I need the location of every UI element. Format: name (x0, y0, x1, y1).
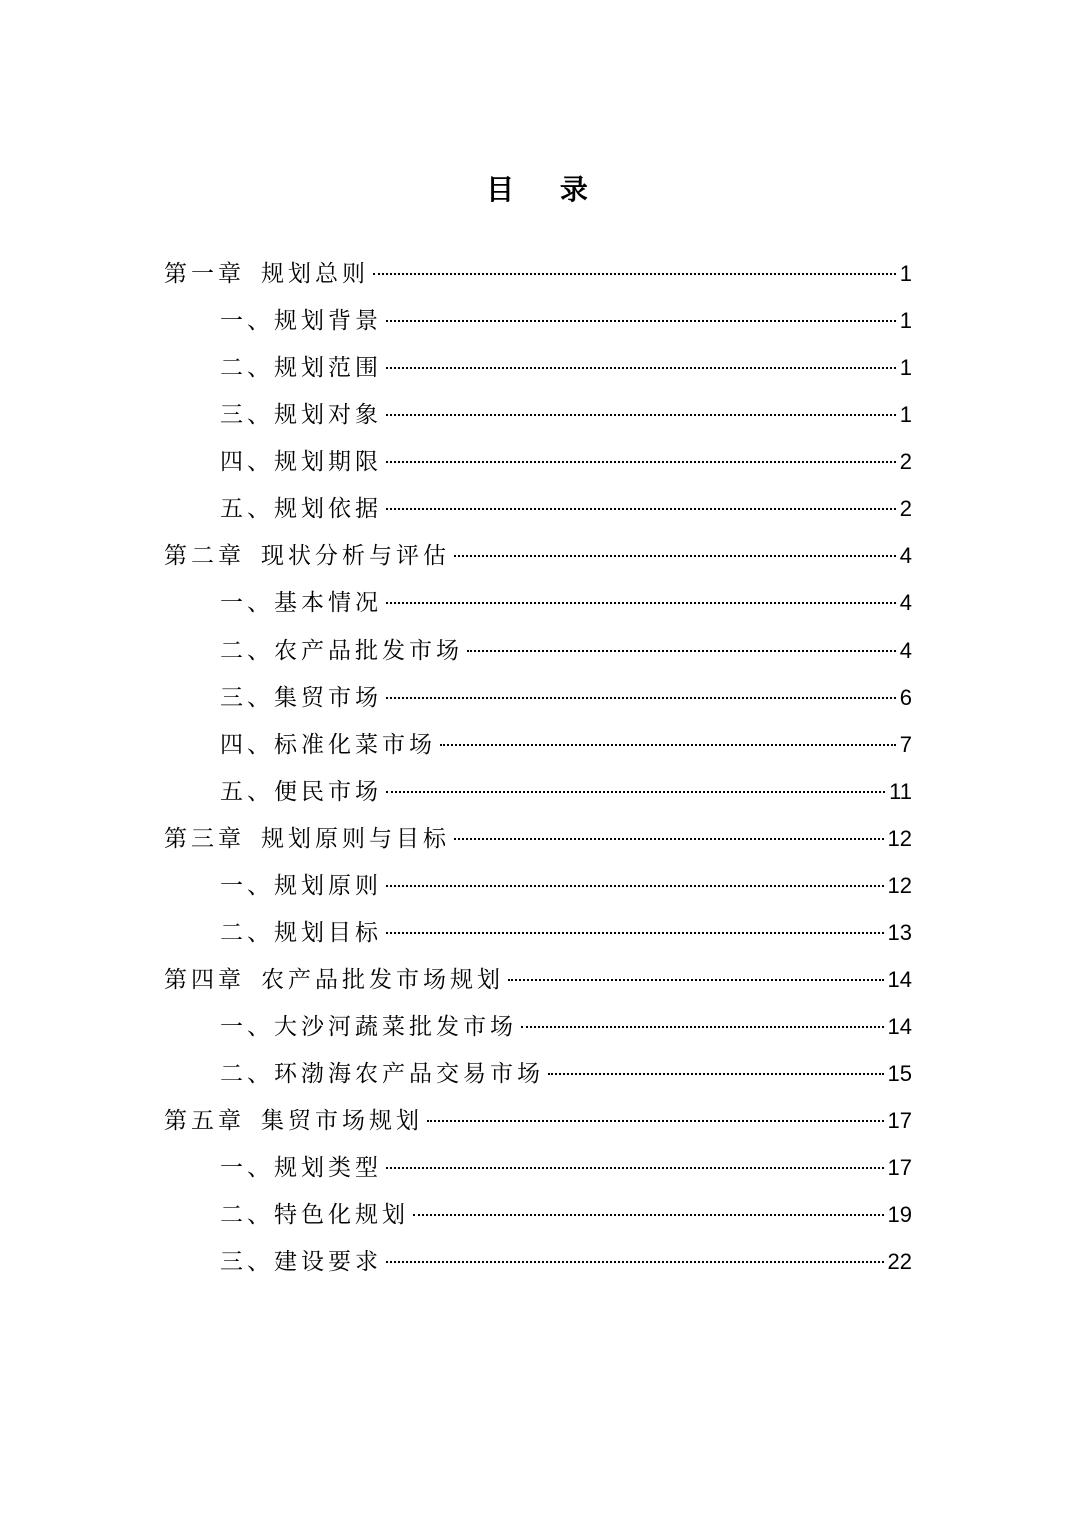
toc-page-number: 7 (899, 731, 912, 757)
toc-entry-text: 一、基本情况 (220, 590, 382, 617)
toc-section-entry[interactable] (164, 1050, 912, 1097)
dot-leader (386, 932, 884, 934)
toc-entry-text: 二、农产品批发市场 (220, 637, 463, 664)
toc-section-entry[interactable] (164, 862, 912, 909)
toc-entry-text: 一、规划原则 (220, 872, 382, 899)
toc-section-entry[interactable] (164, 579, 912, 626)
toc-page-number: 15 (887, 1061, 912, 1087)
toc-entry-text: 三、规划对象 (220, 402, 382, 429)
toc-entry-text: 一、规划类型 (220, 1155, 382, 1182)
toc-chapter-number: 第二章 (164, 543, 245, 570)
toc-page-number: 22 (887, 1249, 912, 1275)
toc-page-number: 6 (899, 684, 912, 710)
toc-chapter-entry[interactable] (164, 815, 912, 862)
toc-page-number: 2 (899, 496, 912, 522)
toc-section-entry[interactable] (164, 674, 912, 721)
toc-page-number: 1 (899, 308, 912, 334)
toc-page-number: 4 (899, 590, 912, 616)
dot-leader (373, 273, 896, 275)
dot-leader (440, 744, 896, 746)
toc-entry-text: 二、环渤海农产品交易市场 (220, 1061, 544, 1088)
toc-section-entry[interactable] (164, 1238, 912, 1285)
toc-section-entry[interactable] (164, 297, 912, 344)
toc-page-number: 14 (887, 966, 912, 992)
toc-chapter-number: 第五章 (164, 1108, 245, 1135)
toc-chapter-entry[interactable] (164, 532, 912, 579)
dot-leader (427, 1120, 884, 1122)
dot-leader (386, 367, 896, 369)
toc-chapter-number: 第三章 (164, 825, 245, 852)
toc-chapter-entry[interactable] (164, 956, 912, 1003)
dot-leader (508, 979, 884, 981)
dot-leader (386, 508, 896, 510)
toc-section-entry[interactable] (164, 344, 912, 391)
page-title: 目 录 (486, 173, 606, 206)
dot-leader (386, 414, 896, 416)
toc-page-number: 14 (887, 1014, 912, 1039)
toc-chapter-entry[interactable] (164, 1097, 912, 1144)
toc-chapter-entry[interactable] (164, 250, 912, 297)
toc-entry-text: 规划原则与目标 (261, 825, 450, 852)
dot-leader (413, 1214, 884, 1216)
toc-page-number: 12 (887, 825, 912, 851)
toc-entry-text: 一、大沙河蔬菜批发市场 (220, 1014, 517, 1040)
toc-entry-label (164, 251, 369, 298)
table-of-contents (164, 250, 912, 1285)
dot-leader (386, 885, 884, 887)
dot-leader (386, 1167, 884, 1169)
dot-leader (454, 838, 884, 840)
toc-entry-text: 二、规划范围 (220, 355, 382, 382)
toc-page-number: 4 (899, 543, 912, 569)
toc-page-number: 17 (887, 1108, 912, 1134)
toc-section-entry[interactable] (164, 768, 912, 815)
dot-leader (386, 697, 896, 699)
toc-page-number: 17 (887, 1155, 912, 1181)
dot-leader (386, 1261, 884, 1263)
toc-entry-text: 一、规划背景 (220, 308, 382, 335)
dot-leader (521, 1026, 884, 1028)
toc-page-number: 4 (899, 637, 912, 663)
toc-page-number: 1 (899, 402, 912, 428)
toc-entry-text: 四、标准化菜市场 (220, 731, 436, 758)
dot-leader (386, 461, 896, 463)
toc-chapter-number: 第四章 (164, 966, 245, 993)
toc-section-entry[interactable] (164, 1003, 912, 1050)
toc-entry-text: 二、规划目标 (220, 919, 382, 946)
toc-section-entry[interactable] (164, 1144, 912, 1191)
toc-entry-label (164, 533, 450, 580)
toc-page-number: 1 (899, 261, 912, 286)
dot-leader (454, 555, 896, 557)
dot-leader (386, 791, 885, 793)
toc-entry-label (164, 1098, 423, 1145)
toc-page-number: 1 (899, 355, 912, 381)
toc-entry-label (164, 957, 504, 1004)
toc-section-entry[interactable] (164, 485, 912, 532)
toc-section-entry[interactable] (164, 909, 912, 956)
dot-leader (386, 320, 896, 322)
toc-entry-text: 集贸市场规划 (261, 1108, 423, 1135)
toc-page-number: 2 (899, 449, 912, 475)
toc-entry-text: 五、规划依据 (220, 496, 382, 523)
dot-leader (386, 602, 896, 604)
dot-leader (467, 650, 896, 652)
toc-entry-text: 二、特色化规划 (220, 1202, 409, 1229)
toc-page-number: 13 (887, 919, 912, 945)
dot-leader (548, 1073, 884, 1075)
toc-entry-text: 农产品批发市场规划 (261, 966, 504, 993)
toc-entry-text: 五、便民市场 (220, 778, 382, 805)
toc-entry-text: 规划总则 (261, 261, 369, 287)
toc-entry-text: 现状分析与评估 (261, 543, 450, 570)
toc-section-entry[interactable] (164, 1191, 912, 1238)
toc-section-entry[interactable] (164, 721, 912, 768)
toc-entry-label (164, 816, 450, 863)
toc-entry-text: 三、集贸市场 (220, 684, 382, 711)
toc-section-entry[interactable] (164, 627, 912, 674)
toc-section-entry[interactable] (164, 391, 912, 438)
toc-entry-text: 三、建设要求 (220, 1249, 382, 1276)
toc-page-number: 11 (889, 778, 912, 804)
toc-page-number: 19 (887, 1202, 912, 1228)
toc-page-number: 12 (887, 872, 912, 898)
toc-chapter-number: 第一章 (164, 261, 245, 287)
toc-entry-text: 四、规划期限 (220, 449, 382, 476)
toc-section-entry[interactable] (164, 438, 912, 485)
